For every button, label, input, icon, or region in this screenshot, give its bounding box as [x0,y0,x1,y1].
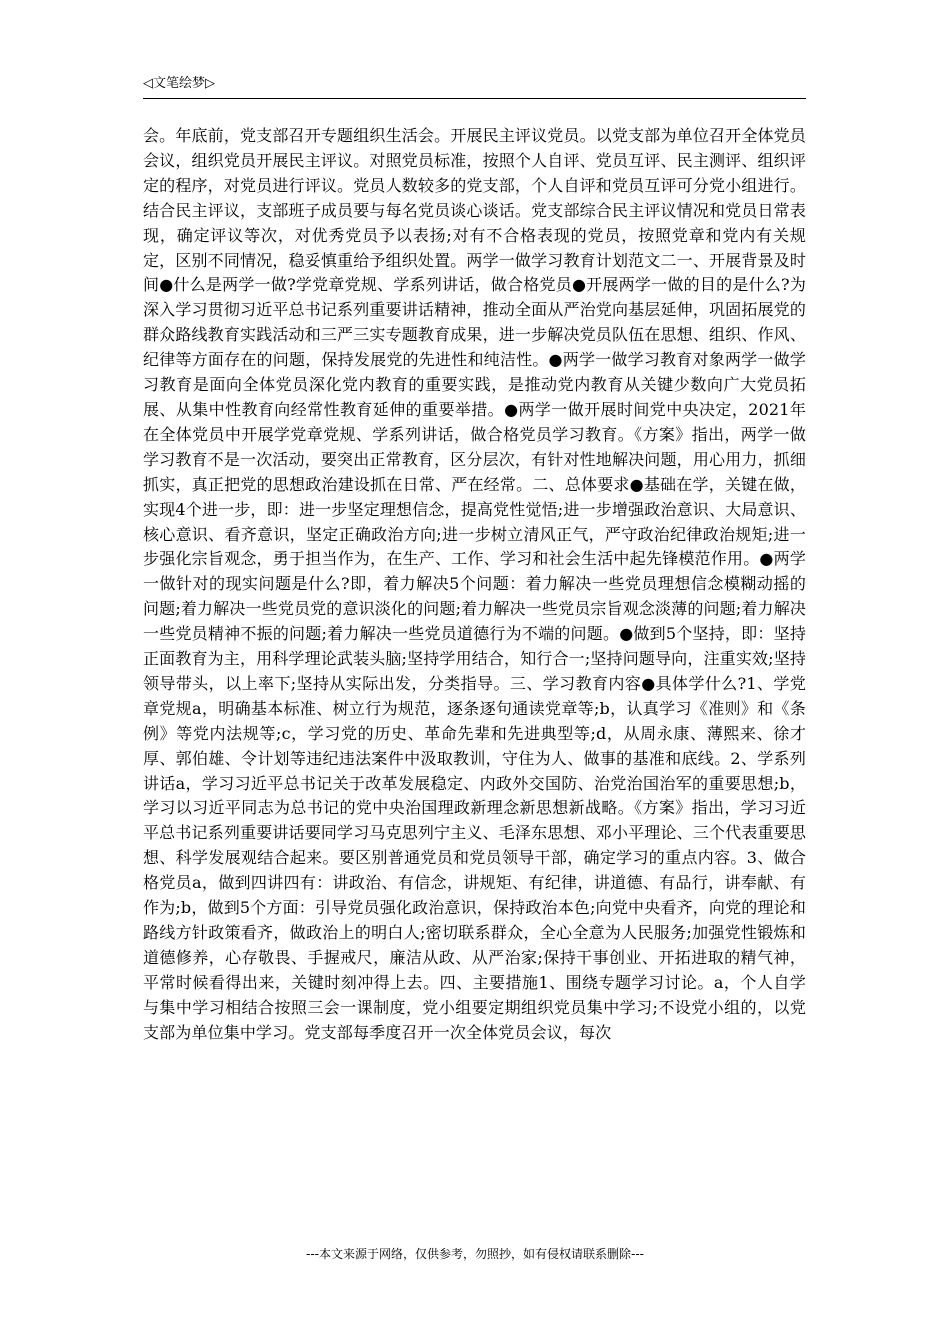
header-brand [143,75,215,93]
footer-notice: ---本文来源于网络，仅供参考，勿照抄，如有侵权请联系删除--- [306,1247,644,1261]
right-triangle-icon: ▷ [205,76,216,91]
document-body: 会。年底前，党支部召开专题组织生活会。开展民主评议党员。以党支部为单位召开全体党员会议，组织党员开展民主评议。对照党员标准，按照个人自评、党员互评、民主测评、组织评定的程序，对党员进行评议。党员人数较多的党支部，个人自评和党员互评可分党小组进行。结合民主评议，支部班子成员要与每名党员谈心谈话。党支部综合民主评议情况和党员日常表现，确定评议等次，对优秀党员予以表扬;对有不合格表现的党员，按照党章和党内有关规定，区别不同情况，稳妥慎重给予组织处置。两学一做学习教育计划范文二一、开展背景及时间●什么是两学一做?学党章党规、学系列讲话，做合格党员●开展两学一做的目的是什么?为深入学习贯彻习近平总书记系列重要讲话精神，推动全面从严治党向基层延伸，巩固拓展党的群众路线教育实践活动和三严三实专题教育成果，进一步解决党员队伍在思想、组织、作风、纪律等方面存在的问题，保持发展党的先进性和纯洁性。●两学一做学习教育对象两学一做学习教育是面向全体党员深化党内教育的重要实践，是推动党内教育从关键少数向广大党员拓展、从集中性教育向经常性教育延伸的重要举措。●两学一做开展时间党中央决定，2021年在全体党员中开展学党章党规、学系列讲话，做合格党员学习教育。《方案》指出，两学一做学习教育不是一次活动，要突出正常教育，区分层次，有针对性地解决问题，用心用力，抓细抓实，真正把党的思想政治建设抓在日常、严在经常。二、总体要求●基础在学，关键在做，实现4个进一步，即：进一步坚定理想信念，提高党性觉悟;进一步增强政治意识、大局意识、核心意识、看齐意识，坚定正确政治方向;进一步树立清风正气，严守政治纪律政治规矩;进一步强化宗旨观念，勇于担当作为，在生产、工作、学习和社会生活中起先锋模范作用。●两学一做针对的现实问题是什么?即，着力解决5个问题：着力解决一些党员理想信念模糊动摇的问题;着力解决一些党员党的意识淡化的问题;着力解决一些党员宗旨观念淡薄的问题;着力解决一些党员精神不振的问题;着力解决一些党员道德行为不端的问题。●做到5个坚持，即：坚持正面教育为主，用科学理论武装头脑;坚持学用结合，知行合一;坚持问题导向，注重实效;坚持领导带头，以上率下;坚持从实际出发，分类指导。三、学习教育内容●具体学什么?1、学党章党规a，明确基本标准、树立行为规范，逐条逐句通读党章等;b，认真学习《准则》和《条例》等党内法规等;c，学习党的历史、革命先辈和先进典型等;d，从周永康、薄熙来、徐才厚、郭伯雄、令计划等违纪违法案件中汲取教训，守住为人、做事的基准和底线。2、学系列讲话a，学习习近平总书记关于改革发展稳定、内政外交国防、治党治国治军的重要思想;b，学习以习近平同志为总书记的党中央治国理政新理念新思想新战略。《方案》指出，学习习近平总书记系列重要讲话要同学习马克思列宁主义、毛泽东思想、邓小平理论、三个代表重要思想、科学发展观结合起来。要区别普通党员和党员领导干部，确定学习的重点内容。3、做合格党员a，做到四讲四有：讲政治、有信念，讲规矩、有纪律，讲道德、有品行，讲奉献、有作为;b，做到5个方面：引导党员强化政治意识，保持政治本色;向党中央看齐，向党的理论和路线方针政策看齐，做政治上的明白人;密切联系群众，全心全意为人民服务;加强党性锻炼和道德修养，心存敬畏、手握戒尺，廉洁从政、从严治家;保持干事创业、开拓进取的精气神，平常时候看得出来，关键时刻冲得上去。四、主要措施1、围绕专题学习讨论。a，个人自学与集中学习相结合按照三会一课制度，党小组要定期组织党员集中学习;不设党小组的，以党支部为单位集中学习。党支部每季度召开一次全体党员会议，每次 [143,126,806,1042]
brand-name: 文笔绘梦 [153,76,206,91]
left-triangle-icon: ◁ [143,76,153,91]
page-header [143,70,806,99]
